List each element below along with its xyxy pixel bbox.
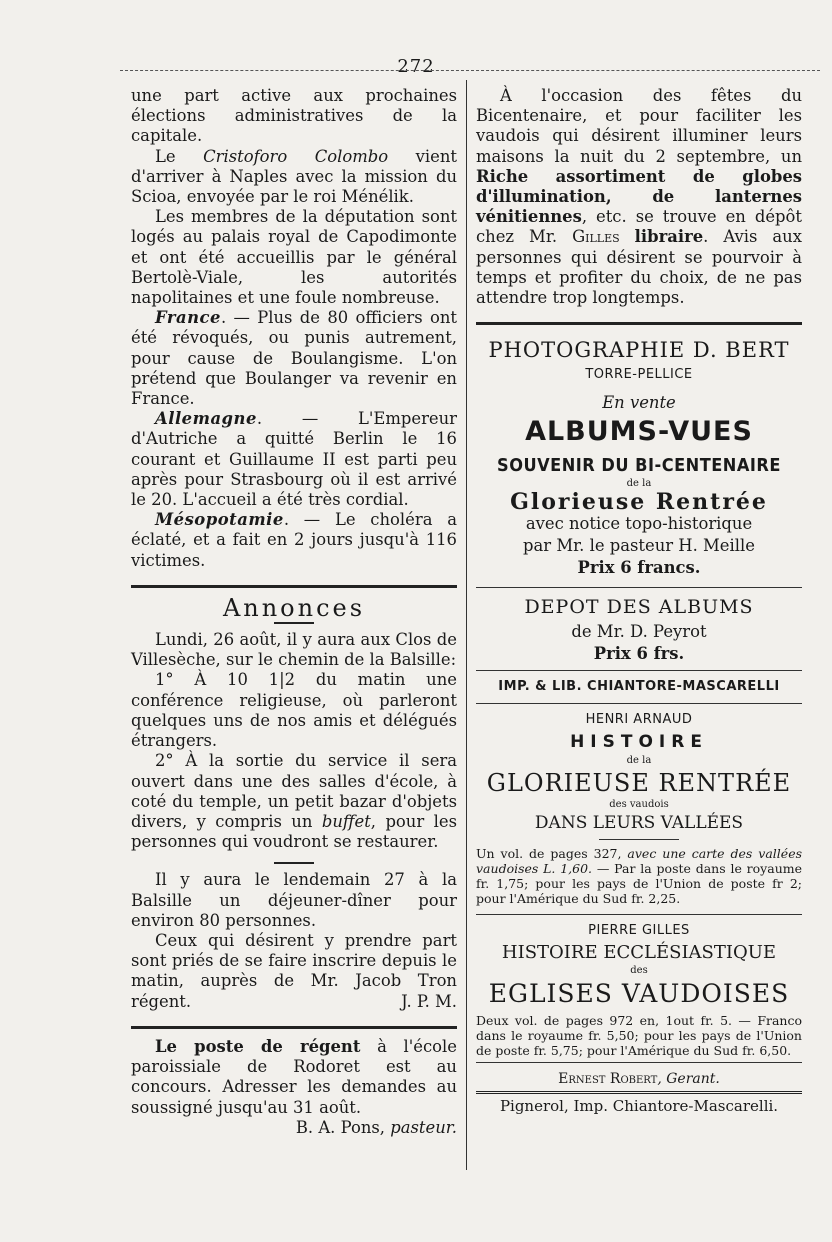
ad-rule — [476, 1091, 802, 1094]
gerant: Ernest Robert, Gerant. — [558, 1071, 720, 1088]
right-column — [476, 86, 802, 1119]
annonce-paragraph: Ceux qui désirent y prendre part sont priés de se faire inscrire depuis le matin, auprès de Mr. Jacob Tron régent. — [131, 930, 457, 1011]
glorieuse-rentree: Glorieuse Rentrée — [510, 488, 768, 515]
des-vaudois: des vaudois — [609, 798, 669, 810]
souvenir-title: SOUVENIR DU BI-CENTENAIRE — [497, 454, 781, 476]
depot-title: DEPOT DES ALBUMS — [524, 595, 754, 618]
annonce-paragraph: 1° À 10 1|2 du matin une conférence religieuse, où parleront quelques uns de nos amis et délégués étrangers. — [131, 670, 457, 751]
albums-vues: ALBUMS-VUES — [525, 415, 753, 447]
news-mesopotamie: Mésopotamie. — Le choléra a éclaté, et a fait en 2 jours jusqu'à 116 victimes. — [131, 510, 457, 570]
news-paragraph: une part active aux prochaines élections administratives de la capitale. — [131, 86, 457, 146]
par-mr: par Mr. le pasteur H. Meille — [523, 536, 755, 556]
author-pierre: PIERRE GILLES — [588, 922, 690, 938]
vol-description: Un vol. de pages 327, avec une carte des vallées vaudoises L. 1,60. — Par la poste dans le royaume fr. 1,75; pour les pays de l'Union de poste fr 2; pour l'Amérique du Sud fr. 2,25. — [476, 845, 803, 906]
signature: J. P. M. — [401, 991, 457, 1011]
header-rule — [120, 70, 820, 71]
photo-place: TORRE-PELLICE — [585, 367, 693, 383]
glorieuse-rentree-2: GLORIEUSE RENTRÉE — [486, 768, 792, 797]
de-la: de la — [626, 477, 652, 489]
country-label: France — [155, 308, 221, 328]
annonce-paragraph: Lundi, 26 août, il y aura aux Clos de Villesèche, sur le chemin de la Balsille: — [131, 630, 457, 670]
news-paragraph: Le Cristoforo Colombo vient d'arriver à Naples avec la mission du Scioa, envoyée par le roi Ménélik. — [131, 146, 457, 207]
dans-leurs-vallees: DANS LEURS VALLÉES — [534, 812, 744, 833]
printer: Pignerol, Imp. Chiantore-Mascarelli. — [499, 1097, 779, 1116]
de-mr: de Mr. D. Peyrot — [571, 621, 707, 641]
ad-illumination: À l'occasion des fêtes du Bicentenaire, et pour faciliter les vaudois qui désirent illuminer leurs maisons la nuit du 2 septembre, un Riche assortiment de globes d'illumination, de lanternes vénitiennes, etc. se trouve en dépôt chez Mr. Gilles libraire. Avis aux personnes qui désirent se pourvoir à temps et profiter du choix, de ne pas attendre trop longtemps. — [476, 86, 802, 308]
section-rule — [131, 1026, 457, 1029]
prix-1: Prix 6 francs. — [577, 558, 701, 578]
histoire-eccl: HISTOIRE ECCLÉSIASTIQUE — [501, 942, 777, 964]
vol-description-2: Deux vol. de pages 972 en, 1out fr. 5. — Franco dans le royaume fr. 5,50; pour les pays de l'Union de poste fr. 5,75; pour l'Amérique du Sud fr. 6,50. — [476, 1013, 802, 1059]
eglises-vaudoises: EGLISES VAUDOISES — [488, 979, 790, 1009]
ad-rule — [476, 587, 802, 588]
author-henri: HENRI ARNAUD — [585, 712, 693, 728]
section-rule — [476, 322, 802, 325]
ad-rule — [476, 670, 802, 671]
left-column — [131, 86, 457, 1138]
avec-notice: avec notice topo-historique — [525, 514, 753, 534]
country-label: Allemagne — [155, 409, 257, 429]
news-paragraph: Les membres de la députation sont logés au palais royal de Capodimonte et ont été accueillis par le général Bertolè-Viale, les autorités napolitaines et une foule nombreuse. — [131, 207, 457, 308]
signature: B. A. Pons, pasteur. — [295, 1117, 457, 1137]
ad-rule — [599, 839, 679, 840]
news-france: France. — Plus de 80 officiers ont été révoqués, ou punis autrement, pour cause de Boulangisme. L'on prétend que Boulanger va revenir en France. — [131, 308, 457, 409]
histoire-title: HISTOIRE — [570, 732, 708, 753]
annonces-title: Annonces — [222, 593, 366, 622]
page-number: 272 — [397, 56, 435, 77]
section-rule — [131, 585, 457, 588]
ad-rule — [476, 914, 802, 915]
imp-lib: IMP. & LIB. CHIANTORE-MASCARELLI — [498, 679, 780, 695]
en-vente: En vente — [602, 393, 676, 413]
divider-dash — [274, 862, 314, 864]
prix-2: Prix 6 frs. — [593, 643, 685, 663]
photo-title: PHOTOGRAPHIE D. BERT — [488, 338, 790, 363]
news-allemagne: Allemagne. — L'Empereur d'Autriche a quitté Berlin le 16 courant et Guillaume II est parti peu après pour Strasbourg où il est arrivé le 20. L'accueil a été très cordial. — [131, 409, 457, 510]
annonce-paragraph: 2° À la sortie du service il sera ouvert dans une des salles d'école, à coté du temple, un petit bazar d'objets divers, y compris un buffet, pour les personnes qui voudront se restaurer. — [131, 751, 457, 852]
poste-paragraph: Le poste de régent à l'école paroissiale de Rodoret est au concours. Adresser les demandes au soussigné jusqu'au 31 août. — [131, 1036, 457, 1117]
country-label: Mésopotamie — [155, 510, 284, 530]
annonce-paragraph: Il y aura le lendemain 27 à la Balsille un déjeuner-dîner pour environ 80 personnes. — [131, 870, 457, 930]
divider-dash — [274, 622, 314, 624]
ad-rule — [476, 703, 802, 704]
de-la-2: de la — [626, 754, 652, 766]
ad-rule — [476, 1062, 802, 1063]
des: des — [630, 965, 648, 977]
column-divider — [466, 80, 467, 1170]
